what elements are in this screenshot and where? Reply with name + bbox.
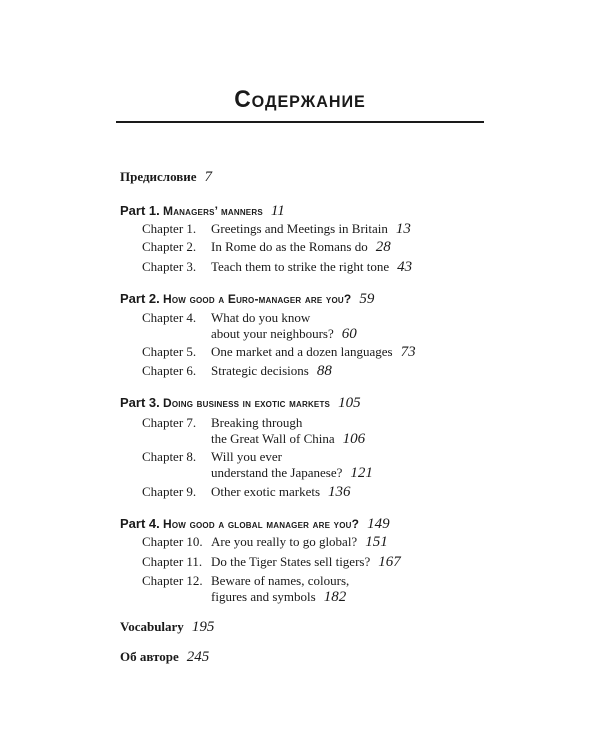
page-number: 7 (204, 169, 213, 185)
entry-label: Об авторе (120, 649, 179, 664)
page-number: 11 (270, 203, 285, 219)
part-title: How good a Euro-manager are you? (163, 292, 352, 306)
page-number: 13 (395, 221, 411, 237)
chapter-label: Chapter 1. (142, 221, 197, 236)
chapter-title-line-2: understand the Japanese? 121 (211, 465, 373, 481)
chapter-title: Greetings and Meetings in Britain 13 (211, 221, 411, 237)
chapter-label: Chapter 3. (142, 259, 197, 274)
chapter-title: One market and a dozen languages 73 (211, 344, 416, 360)
chapter-title-line-1: Beware of names, colours, (211, 573, 350, 588)
chapter-label: Chapter 4. (142, 310, 197, 325)
chapter-title: Other exotic markets 136 (211, 484, 351, 500)
page-number: 106 (342, 431, 366, 447)
part-heading-2[interactable] (120, 290, 374, 308)
chapter-title: Teach them to strike the right tone 43 (211, 259, 413, 275)
part-label: Part 1. (120, 203, 160, 218)
page-number: 60 (341, 326, 357, 342)
part-title: How good a global manager are you? (163, 517, 360, 531)
chapter-label: Chapter 9. (142, 484, 197, 499)
page-number: 149 (367, 516, 390, 532)
page-number: 167 (378, 554, 401, 570)
page-number: 73 (400, 344, 416, 360)
part-heading-1[interactable] (120, 202, 285, 220)
page-number: 151 (365, 534, 388, 550)
chapter-title: Do the Tiger States sell tigers? 167 (211, 554, 401, 570)
toc-entry-about-author[interactable] (120, 648, 209, 666)
page-number: 245 (186, 649, 210, 665)
part-heading-4[interactable] (120, 515, 390, 533)
chapter-label: Chapter 12. (142, 573, 203, 588)
chapter-title-line-2: about your neighbours? 60 (211, 326, 357, 342)
page-number: 28 (375, 239, 391, 255)
page-number: 195 (191, 619, 215, 635)
entry-label: Vocabulary (120, 619, 184, 634)
chapter-label: Chapter 6. (142, 363, 197, 378)
title-rule (116, 121, 484, 123)
chapter-label: Chapter 5. (142, 344, 197, 359)
chapter-title: In Rome do as the Romans do 28 (211, 239, 391, 255)
entry-label: Предисловие (120, 169, 197, 184)
chapter-title-line-1: Breaking through (211, 415, 303, 430)
chapter-label: Chapter 2. (142, 239, 197, 254)
page-number: 121 (350, 465, 373, 481)
part-title: Managers’ manners (163, 204, 263, 218)
part-label: Part 4. (120, 516, 160, 531)
part-label: Part 2. (120, 291, 160, 306)
page-number: 105 (338, 395, 361, 411)
chapter-label: Chapter 10. (142, 534, 203, 549)
part-title: Doing business in exotic markets (163, 396, 331, 410)
chapter-label: Chapter 7. (142, 415, 197, 430)
chapter-title-line-2: figures and symbols 182 (211, 589, 347, 605)
page-number: 43 (397, 259, 413, 275)
page-number: 136 (328, 484, 351, 500)
chapter-title: Are you really to go global? 151 (211, 534, 388, 550)
page-title: Содержание (234, 86, 366, 113)
part-label: Part 3. (120, 395, 160, 410)
chapter-label: Chapter 8. (142, 449, 197, 464)
page-number: 59 (359, 291, 375, 307)
chapter-title-line-2: the Great Wall of China 106 (211, 431, 366, 447)
page-number: 182 (323, 589, 347, 605)
page-number: 88 (316, 363, 332, 379)
chapter-title: Strategic decisions 88 (211, 363, 332, 379)
toc-entry-vocabulary[interactable] (120, 618, 214, 636)
part-heading-3[interactable] (120, 394, 361, 412)
chapter-label: Chapter 11. (142, 554, 203, 569)
chapter-title-line-1: What do you know (211, 310, 311, 325)
toc-entry-preface[interactable] (120, 168, 212, 186)
chapter-title-line-1: Will you ever (211, 449, 282, 464)
